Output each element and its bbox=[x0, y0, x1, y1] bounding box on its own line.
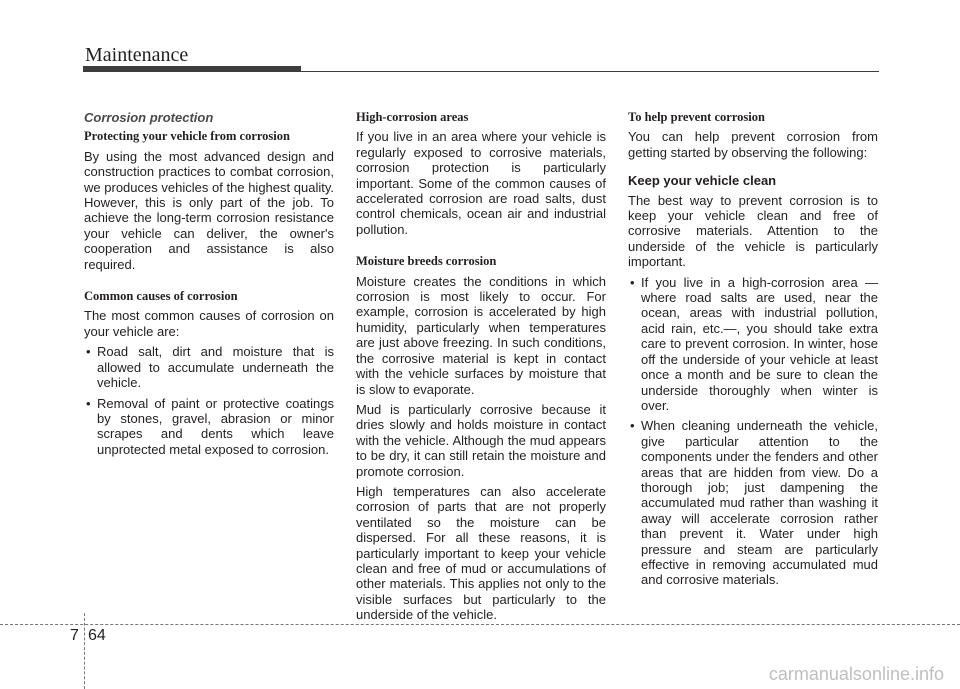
subheading-protecting: Protecting your vehicle from corrosion bbox=[84, 129, 290, 144]
page-header-title: Maintenance bbox=[85, 44, 189, 66]
subheading-high-corrosion: High-corrosion areas bbox=[356, 110, 469, 124]
paragraph: High temperatures can also accelerate corrosion of parts that are not properly ventilated so the moisture can be dispersed. For all these reasons, it is particularly important to keep your vehicle clean and free of mud or accumulations of other materials. This applies not only to the visible surfaces but particularly to the underside of the vehicle. bbox=[356, 483, 606, 623]
column-right bbox=[628, 110, 878, 593]
list-item: • Removal of paint or protective coatings by stones, gravel, abrasion or minor scrapes and dents which leave unprotected metal exposed to corrosion. bbox=[86, 395, 334, 457]
page-number: 64 bbox=[88, 627, 106, 644]
list-item: • Road salt, dirt and moisture that is allowed to accumulate underneath the vehicle. bbox=[86, 344, 334, 391]
footer-vertical-divider bbox=[84, 613, 85, 689]
subheading-prevent: To help prevent corrosion bbox=[628, 110, 765, 124]
header-rule-thin bbox=[301, 71, 879, 72]
paragraph: The best way to prevent corrosion is to keep your vehicle clean and free of corrosive materials. Attention to the underside of the vehicle is particularly important. bbox=[628, 192, 878, 270]
header-rule-thick bbox=[83, 66, 301, 72]
column-left bbox=[84, 110, 334, 462]
footer-divider bbox=[0, 624, 960, 625]
watermark: carmanualsonline.info bbox=[768, 664, 944, 684]
paragraph: If you live in an area where your vehicle is regularly exposed to corrosive materials, corrosion protection is particularly important. Some of the common causes of accelerated corrosion are road salts, dust control chemicals, ocean air and industrial pollution. bbox=[356, 129, 606, 237]
bullet-list bbox=[628, 275, 878, 588]
bullet-icon: • bbox=[630, 274, 635, 290]
paragraph: By using the most advanced design and construction practices to combat corrosion, we produces vehicles of the highest quality. However, this is only part of the job. To achieve the long-term corrosion resistance your vehicle can deliver, the owner's cooperation and assistance is also required. bbox=[84, 148, 334, 272]
chapter-number: 7 bbox=[70, 627, 79, 644]
subheading-moisture: Moisture breeds corrosion bbox=[356, 254, 497, 269]
paragraph: The most common causes of corrosion on your vehicle are: bbox=[84, 308, 334, 339]
bullet-list bbox=[84, 344, 334, 457]
list-item: • If you live in a high-corrosion area — where road salts are used, near the ocean, areas with industrial pollution, acid rain, etc.—, you should take extra care to prevent corrosion. In winter, hose off the underside of your vehicle at least once a month and be sure to clean the underside thoroughly when winter is over. bbox=[630, 274, 878, 413]
column-middle bbox=[356, 110, 606, 628]
bullet-icon: • bbox=[86, 395, 91, 411]
bullet-icon: • bbox=[630, 418, 635, 434]
subheading-keep-clean: Keep your vehicle clean bbox=[628, 173, 777, 189]
paragraph: Moisture creates the conditions in which corrosion is most likely to occur. For example, corrosion is accelerated by high humidity, particularly when temperatures are just above freezing. In such conditions, the corrosive material is kept in contact with the vehicle surfaces by moisture that is slow to evaporate. bbox=[356, 273, 606, 397]
paragraph: Mud is particularly corrosive because it dries slowly and holds moisture in contact with the vehicle. Although the mud appears to be dry, it can still retain the moisture and promote corrosion. bbox=[356, 401, 606, 479]
paragraph: You can help prevent corrosion from getting started by observing the following: bbox=[628, 129, 878, 160]
list-item: • When cleaning underneath the vehicle, give particular attention to the components under the fenders and other areas that are hidden from view. Do a thorough job; just dampening the accumulated mud rather than washing it away will accelerate corrosion rather than prevent it. Water under high pressure and steam are particularly effective in removing accumulated mud and corrosive materials. bbox=[630, 418, 878, 588]
bullet-icon: • bbox=[86, 344, 91, 360]
subheading-common-causes: Common causes of corrosion bbox=[84, 289, 238, 304]
section-title: Corrosion protection bbox=[84, 110, 214, 125]
